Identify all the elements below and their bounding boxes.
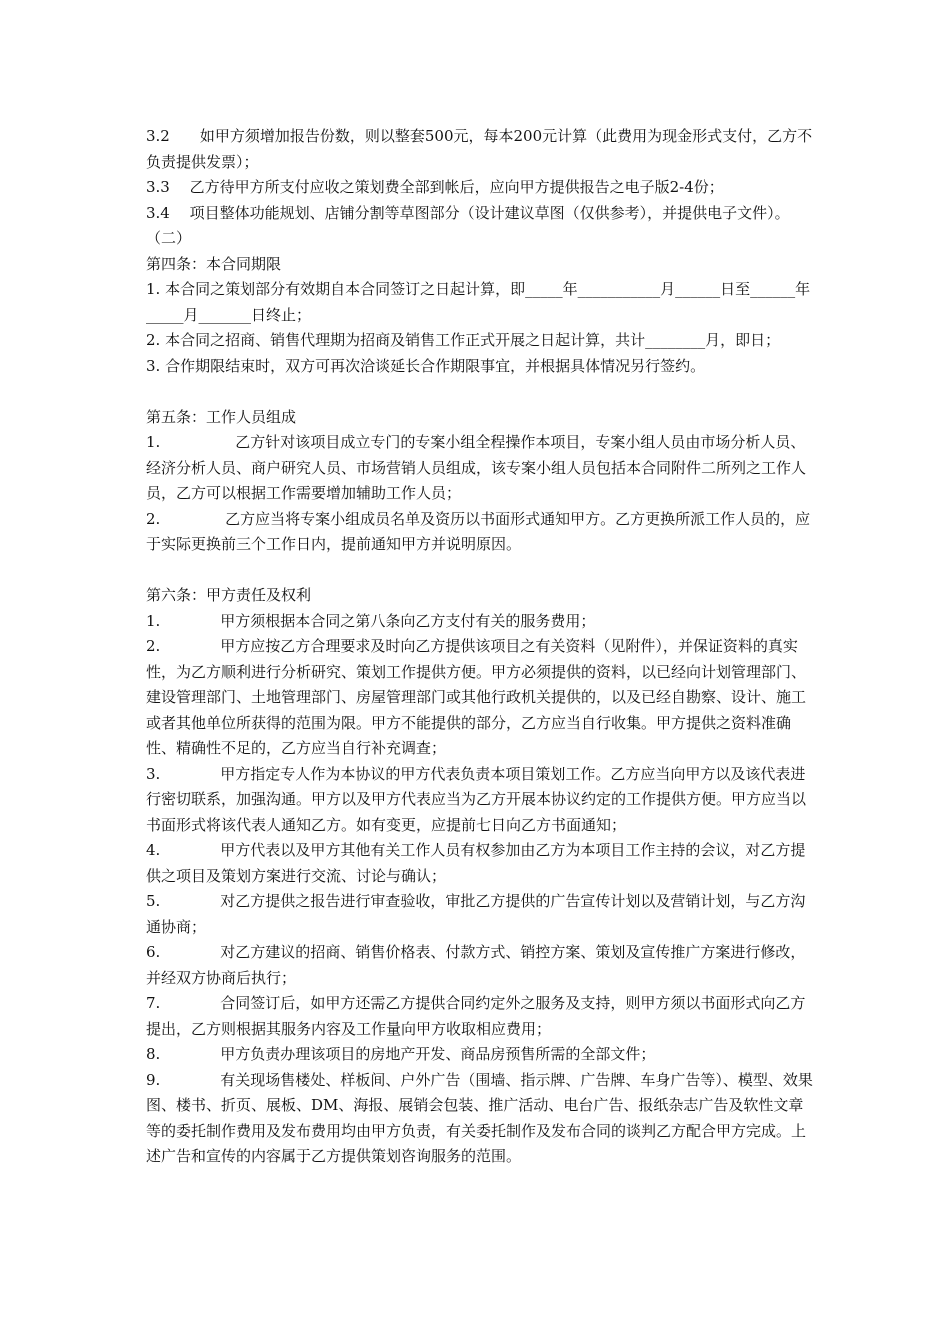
clause-3-3: 3.3 乙方待甲方所支付应收之策划费全部到帐后，应向甲方提供报告之电子版2-4份；: [146, 178, 724, 196]
article-6-item-5: 5. 对乙方提供之报告进行审查验收，审批乙方提供的广告宣传计划以及营销计划，与乙方沟通协商；: [146, 892, 806, 936]
article-6-item-8: 8. 甲方负责办理该项目的房地产开发、商品房预售所需的全部文件；: [146, 1045, 656, 1063]
article-6-item-9: 9. 有关现场售楼处、样板间、户外广告（围墙、指示牌、广告牌、车身广告等）、模型、效果图、楼书、折页、展板、DM、海报、展销会包装、推广活动、电台广告、报纸杂志广告及软性文章等的委托制作费用及发布费用均由甲方负责，有关委托制作及发布合同的谈判乙方配合甲方完成。上述广告和宣传的内容属于乙方提供策划咨询服务的范围。: [146, 1070, 813, 1165]
article-4-title: 第四条：本合同期限: [146, 254, 282, 273]
clause-3-4: 3.4 项目整体功能规划、店铺分割等草图部分（设计建议草图（仅供参考），并提供电子文件）。: [146, 203, 790, 222]
article-5-item-1: 1. 乙方针对该项目成立专门的专案小组全程操作本项目，专案小组人员由市场分析人员、经济分析人员、商户研究人员、市场营销人员组成，该专案小组人员包括本合同附件二所列之工作人员，乙方可以根据工作需要增加辅助工作人员；: [146, 433, 807, 502]
document-body: [146, 124, 816, 1170]
spacer: [146, 558, 816, 584]
article-6-item-7: 7. 合同签订后，如甲方还需乙方提供合同约定外之服务及支持，则甲方须以书面形式向乙方提出，乙方则根据其服务内容及工作量向甲方收取相应费用；: [146, 994, 806, 1038]
section-number: （二）: [146, 229, 192, 247]
article-4-item-3: 3. 合作期限结束时，双方可再次洽谈延长合作期限事宜，并根据具体情况另行签约。: [146, 356, 706, 375]
article-6-item-6: 6. 对乙方建议的招商、销售价格表、付款方式、销控方案、策划及宣传推广方案进行修改，并经双方协商后执行；: [146, 943, 806, 987]
article-5-item-2: 2. 乙方应当将专案小组成员名单及资历以书面形式通知甲方。乙方更换所派工作人员的，应于实际更换前三个工作日内，提前通知甲方并说明原因。: [146, 509, 811, 553]
spacer: [146, 379, 816, 405]
article-6-title: 第六条：甲方责任及权利: [146, 586, 312, 604]
article-5-title: 第五条：工作人员组成: [146, 407, 297, 426]
article-6-item-4: 4. 甲方代表以及甲方其他有关工作人员有权参加由乙方为本项目工作主持的会议，对乙方提供之项目及策划方案进行交流、讨论与确认；: [146, 841, 806, 885]
article-6-item-1: 1. 甲方须根据本合同之第八条向乙方支付有关的服务费用；: [146, 611, 596, 630]
article-4-item-1: 1. 本合同之策划部分有效期自本合同签订之日起计算，即_____年___________月______日至______年_____月_______日终止；: [146, 280, 811, 324]
article-6-item-2: 2. 甲方应按乙方合理要求及时向乙方提供该项目之有关资料（见附件），并保证资料的真实性，为乙方顺利进行分析研究、策划工作提供方便。甲方必须提供的资料，以已经向计划管理部门、建设管理部门、土地管理部门、房屋管理部门或其他行政机关提供的，以及已经自勘察、设计、施工或者其他单位所获得的范围为限。甲方不能提供的部分，乙方应当自行收集。甲方提供之资料准确性、精确性不足的，乙方应当自行补充调查；: [146, 637, 807, 757]
article-4-item-2: 2. 本合同之招商、销售代理期为招商及销售工作正式开展之日起计算，共计________月，即日；: [146, 331, 781, 349]
clause-3-2: 3.2 如甲方须增加报告份数，则以整套500元，每本200元计算（此费用为现金形式支付，乙方不负责提供发票）；: [146, 127, 813, 171]
article-6-item-3: 3. 甲方指定专人作为本协议的甲方代表负责本项目策划工作。乙方应当向甲方以及该代表进行密切联系，加强沟通。甲方以及甲方代表应当为乙方开展本协议约定的工作提供方便。甲方应当以书面形式将该代表人通知乙方。如有变更，应提前七日向乙方书面通知；: [146, 764, 807, 834]
